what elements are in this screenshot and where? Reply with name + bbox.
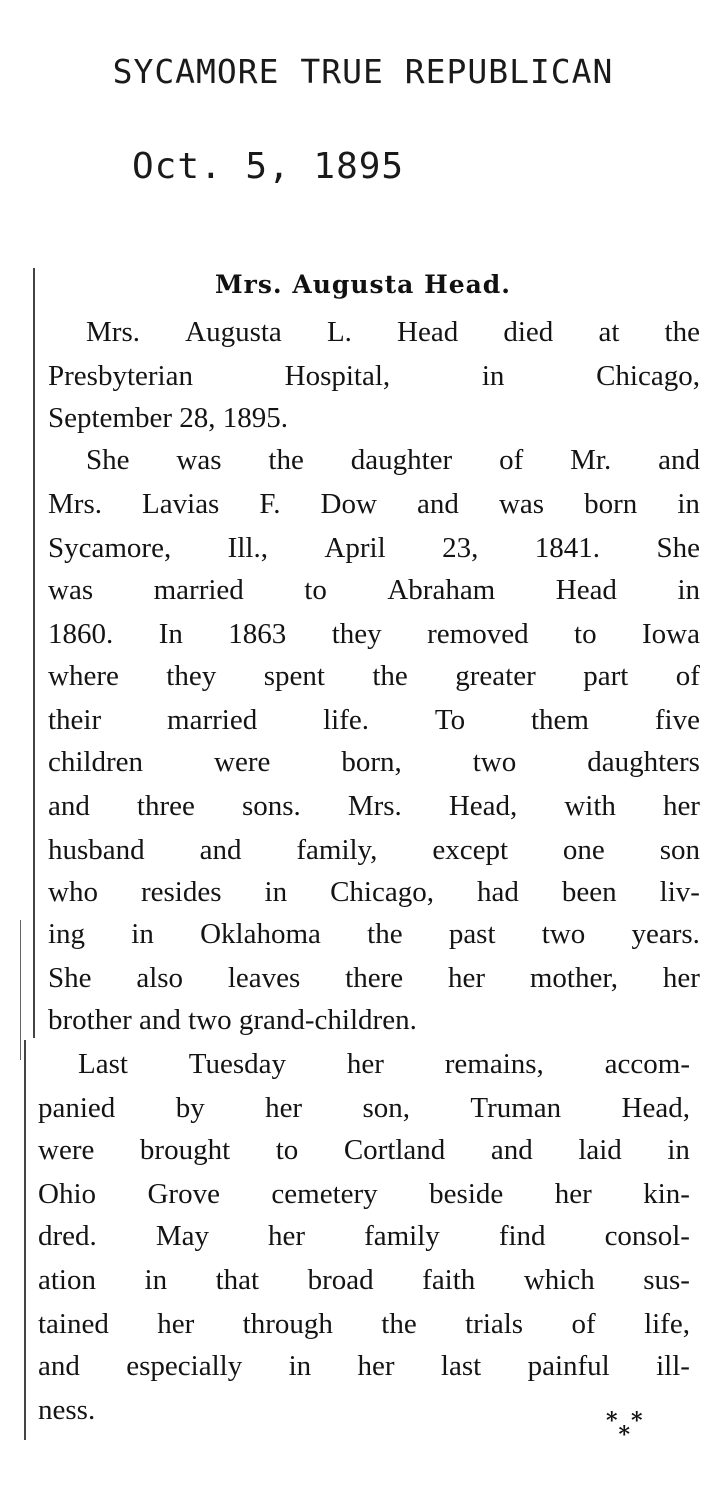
- article-line: [38, 1136, 690, 1165]
- word: the: [268, 444, 304, 476]
- word: Mrs.: [48, 488, 102, 520]
- article-line: [48, 576, 700, 605]
- word: She: [48, 962, 92, 994]
- word: except: [432, 834, 509, 866]
- word: one: [562, 834, 605, 866]
- word: Tuesday: [188, 1048, 287, 1080]
- word: leaves: [227, 962, 301, 994]
- word: their: [48, 704, 102, 736]
- word: and: [38, 1350, 80, 1382]
- article-line: [86, 446, 700, 475]
- word: family: [364, 1220, 440, 1252]
- dateline: Oct. 5, 1895: [132, 146, 405, 187]
- word: She: [86, 444, 130, 476]
- word: April: [324, 532, 386, 564]
- article-line: [48, 836, 700, 865]
- word: liv-: [659, 876, 700, 908]
- clipping-rule: [33, 268, 35, 1038]
- word: painful: [527, 1350, 610, 1382]
- word: ing: [48, 918, 86, 950]
- word: Hospital,: [284, 360, 391, 392]
- article-line: [38, 1266, 690, 1295]
- word: there: [345, 962, 404, 994]
- word: Grove: [147, 1178, 220, 1210]
- article-headline: Mrs. Augusta Head.: [215, 270, 511, 299]
- word: Dow: [320, 488, 377, 520]
- word: was: [48, 574, 94, 606]
- word: F.: [259, 488, 281, 520]
- word: the: [381, 1308, 417, 1340]
- word: Head,: [621, 1092, 690, 1124]
- word: ation: [38, 1264, 96, 1296]
- article-line: [38, 1180, 690, 1209]
- article-line: September 28, 1895.: [48, 402, 289, 434]
- article-line: [38, 1094, 690, 1123]
- word: Ohio: [38, 1178, 96, 1210]
- word: them: [531, 704, 589, 736]
- word: Mrs.: [347, 790, 402, 822]
- word: married: [153, 574, 244, 606]
- word: brought: [139, 1134, 231, 1166]
- word: her: [554, 1178, 592, 1210]
- word: kin-: [643, 1178, 690, 1210]
- word: husband: [48, 834, 145, 866]
- clipping-rule: [20, 920, 21, 1060]
- word: were: [214, 746, 271, 778]
- article-line: [38, 1352, 690, 1381]
- word: with: [564, 790, 616, 822]
- article-line: [38, 1222, 690, 1251]
- article-line: [48, 964, 700, 993]
- word: Head: [397, 316, 459, 348]
- word: and: [658, 444, 700, 476]
- word: born,: [341, 746, 402, 778]
- word: daughter: [350, 444, 453, 476]
- word: cemetery: [271, 1178, 378, 1210]
- word: to: [304, 574, 327, 606]
- word: in: [264, 876, 288, 908]
- word: Mr.: [570, 444, 612, 476]
- word: last: [440, 1350, 482, 1382]
- word: ill-: [656, 1350, 690, 1382]
- word: To: [434, 704, 466, 736]
- word: the: [372, 660, 408, 692]
- word: 1863: [228, 618, 287, 650]
- asterisk: *: [631, 1408, 643, 1434]
- word: panied: [38, 1092, 116, 1124]
- asterisk: *: [606, 1408, 618, 1434]
- word: two: [472, 746, 517, 778]
- article-line: [48, 748, 700, 777]
- word: Chicago,: [330, 876, 434, 908]
- word: in: [677, 574, 700, 606]
- word: Mrs.: [86, 316, 140, 348]
- word: part: [583, 660, 629, 692]
- word: her: [157, 1308, 195, 1340]
- article-line: [78, 1050, 690, 1079]
- word: Ill.,: [227, 532, 268, 564]
- word: son: [659, 834, 700, 866]
- article-line: [38, 1310, 690, 1339]
- word: her: [268, 1220, 306, 1252]
- word: sus-: [643, 1264, 690, 1296]
- word: three: [136, 790, 195, 822]
- word: 1841.: [534, 532, 601, 564]
- word: life.: [323, 704, 370, 736]
- word: in: [481, 360, 505, 392]
- article-line: brother and two grand-children.: [48, 1004, 417, 1036]
- word: especially: [126, 1350, 243, 1382]
- word: 23,: [442, 532, 479, 564]
- word: where: [48, 660, 119, 692]
- clipping-rule: [24, 1040, 26, 1440]
- word: Head: [555, 574, 617, 606]
- article-line: [48, 792, 700, 821]
- word: daughters: [587, 746, 700, 778]
- word: of: [675, 660, 700, 692]
- article-line: [48, 662, 700, 691]
- word: past: [448, 918, 496, 950]
- word: her: [265, 1092, 303, 1124]
- word: the: [367, 918, 403, 950]
- word: also: [136, 962, 184, 994]
- word: dred.: [38, 1220, 97, 1252]
- word: born: [584, 488, 638, 520]
- word: at: [598, 316, 620, 348]
- word: was: [176, 444, 222, 476]
- word: beside: [429, 1178, 504, 1210]
- word: had: [477, 876, 519, 908]
- word: in: [288, 1350, 312, 1382]
- word: 1860.: [48, 618, 114, 650]
- word: years.: [631, 918, 700, 950]
- word: faith: [422, 1264, 476, 1296]
- word: resides: [140, 876, 222, 908]
- word: her: [346, 1048, 384, 1080]
- word: Last: [78, 1048, 128, 1080]
- word: sons.: [241, 790, 301, 822]
- word: Oklahoma: [200, 918, 321, 950]
- word: tained: [38, 1308, 109, 1340]
- word: they: [331, 618, 382, 650]
- word: family,: [296, 834, 378, 866]
- asterisk: *: [618, 1422, 631, 1448]
- word: to: [574, 618, 597, 650]
- word: through: [242, 1308, 333, 1340]
- word: her: [662, 962, 700, 994]
- word: by: [175, 1092, 205, 1124]
- word: mother,: [529, 962, 619, 994]
- word: her: [447, 962, 485, 994]
- word: her: [357, 1350, 395, 1382]
- word: Abraham: [387, 574, 496, 606]
- article-line: [48, 362, 700, 391]
- word: was: [498, 488, 545, 520]
- word: She: [656, 532, 700, 564]
- word: in: [677, 488, 700, 520]
- word: Chicago,: [596, 360, 700, 392]
- word: and: [48, 790, 90, 822]
- word: and: [417, 488, 459, 520]
- word: trials: [465, 1308, 524, 1340]
- word: and: [490, 1134, 533, 1166]
- word: the: [664, 316, 700, 348]
- word: in: [131, 918, 154, 950]
- word: that: [215, 1264, 260, 1296]
- article-line: [48, 534, 700, 563]
- word: which: [523, 1264, 595, 1296]
- word: Cortland: [343, 1134, 446, 1166]
- article-line: [48, 620, 700, 649]
- word: and: [199, 834, 242, 866]
- article-line: [48, 706, 700, 735]
- word: greater: [455, 660, 536, 692]
- word: of: [571, 1308, 596, 1340]
- word: son,: [362, 1092, 411, 1124]
- word: life,: [644, 1308, 690, 1340]
- article-line: [48, 878, 700, 907]
- word: they: [166, 660, 217, 692]
- word: remains,: [444, 1048, 544, 1080]
- word: two: [541, 918, 586, 950]
- article-line: [86, 318, 700, 347]
- word: married: [167, 704, 258, 736]
- word: spent: [263, 660, 325, 692]
- word: Head,: [448, 790, 518, 822]
- word: been: [561, 876, 617, 908]
- word: find: [498, 1220, 546, 1252]
- word: Truman: [470, 1092, 562, 1124]
- word: May: [155, 1220, 209, 1252]
- word: consol-: [604, 1220, 690, 1252]
- word: accom-: [604, 1048, 690, 1080]
- word: Lavias: [142, 488, 220, 520]
- word: died: [503, 316, 554, 348]
- article-line: [48, 920, 700, 949]
- closing-asterisks: [606, 1408, 643, 1448]
- word: laid: [578, 1134, 622, 1166]
- word: five: [654, 704, 700, 736]
- word: Sycamore,: [48, 532, 172, 564]
- word: in: [667, 1134, 690, 1166]
- word: were: [38, 1134, 95, 1166]
- word: L.: [326, 316, 352, 348]
- word: broad: [307, 1264, 374, 1296]
- word: in: [144, 1264, 168, 1296]
- masthead: SYCAMORE TRUE REPUBLICAN: [112, 52, 614, 91]
- article-line: ness.: [38, 1394, 96, 1426]
- word: Iowa: [642, 618, 700, 650]
- word: her: [662, 790, 700, 822]
- word: Presbyterian: [48, 360, 193, 392]
- article-line: [48, 490, 700, 519]
- word: children: [48, 746, 144, 778]
- word: who: [48, 876, 98, 908]
- word: removed: [427, 618, 529, 650]
- word: Augusta: [185, 316, 282, 348]
- word: of: [499, 444, 524, 476]
- word: In: [158, 618, 183, 650]
- word: to: [275, 1134, 299, 1166]
